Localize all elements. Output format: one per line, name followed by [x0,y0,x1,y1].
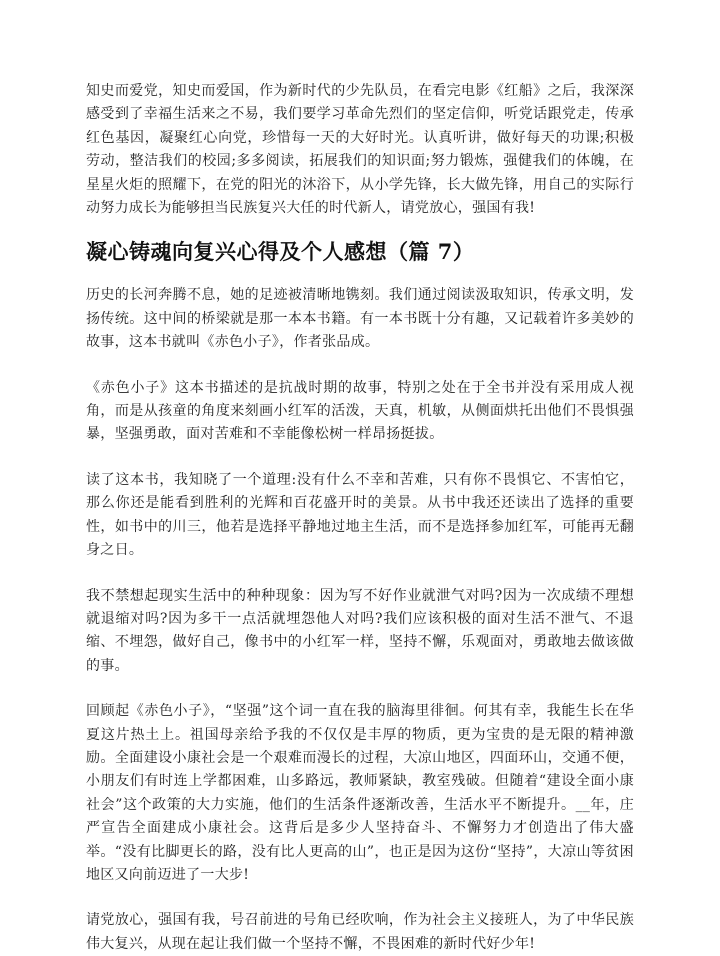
body-paragraph-6: 请党放心，强国有我，号召前进的号角已经吹响，作为社会主义接班人，为了中华民族伟大复兴，从现在起让我们做一个坚持不懈，不畏困难的新时代好少年! [86,912,634,952]
body-paragraph-4: 我不禁想起现实生活中的种种现象：因为写不好作业就泄气对吗?因为一次成绩不理想就退缩对吗?因为多干一点活就埋怨他人对吗?我们应该积极的面对生活不泄气、不退缩、不埋怨，做好自己，像书中的小红军一样，坚持不懈，乐观面对，勇敢地去做该做的事。 [86,587,634,674]
body-paragraph-5: 回顾起《赤色小子》，“坚强”这个词一直在我的脑海里徘徊。何其有幸，我能生长在华夏这片热土上。祖国母亲给予我的不仅仅是丰厚的物质，更为宝贵的是无限的精神激励。全面建设小康社会是一个艰难而漫长的过程，大凉山地区，四面环山，交通不便，小朋友们有时连上学都困难，山多路远，教师紧缺，教室残破。但随着“建设全面小康社会”这个政策的大力实施，他们的生活条件逐渐改善，生活水平不断提升。__年，庄严宣告全面建成小康社会。这背后是多少人坚持奋斗、不懈努力才创造出了伟大盛举。“没有比脚更长的路，没有比人更高的山”，也正是因为这份“坚持”，大凉山等贫困地区又向前迈进了一大步! [86,703,634,883]
body-paragraph-3: 读了这本书，我知晓了一个道理:没有什么不幸和苦难，只有你不畏惧它、不害怕它，那么你还是能看到胜利的光辉和百花盛开时的美景。从书中我还还读出了选择的重要性，如书中的川三，他若是选择平静地过地主生活，而不是选择参加红军，可能再无翻身之日。 [86,471,634,559]
section-title: 凝心铸魂向复兴心得及个人感想（篇 7） [86,239,475,265]
body-paragraph-1: 历史的长河奔腾不息，她的足迹被清晰地镌刻。我们通过阅读汲取知识，传承文明，发扬传统。这中间的桥梁就是那一本本书籍。有一本书既十分有趣，又记载着许多美妙的故事，这本书就叫《赤色小子》，作者张品成。 [86,287,634,351]
body-paragraph-2: 《赤色小子》这本书描述的是抗战时期的故事，特别之处在于全书并没有采用成人视角，而是从孩童的角度来刻画小红军的活泼，天真，机敏，从侧面烘托出他们不畏惧强暴，坚强勇敢，面对苦难和不幸能像松树一样昂扬挺拔。 [86,379,634,443]
intro-paragraph: 知史而爱党，知史而爱国，作为新时代的少先队员，在看完电影《红船》之后，我深深感受到了幸福生活来之不易，我们要学习革命先烈们的坚定信仰，听党话跟党走，传承红色基因，凝聚红心向党，珍惜每一天的大好时光。认真听讲，做好每天的功课;积极劳动，整洁我们的校园;多多阅读，拓展我们的知识面;努力锻炼，强健我们的体魄，在星星火炬的照耀下，在党的阳光的沐浴下，从小学先锋，长大做先锋，用自己的实际行动努力成长为能够担当民族复兴大任的时代新人，请党放心，强国有我! [86,83,634,217]
